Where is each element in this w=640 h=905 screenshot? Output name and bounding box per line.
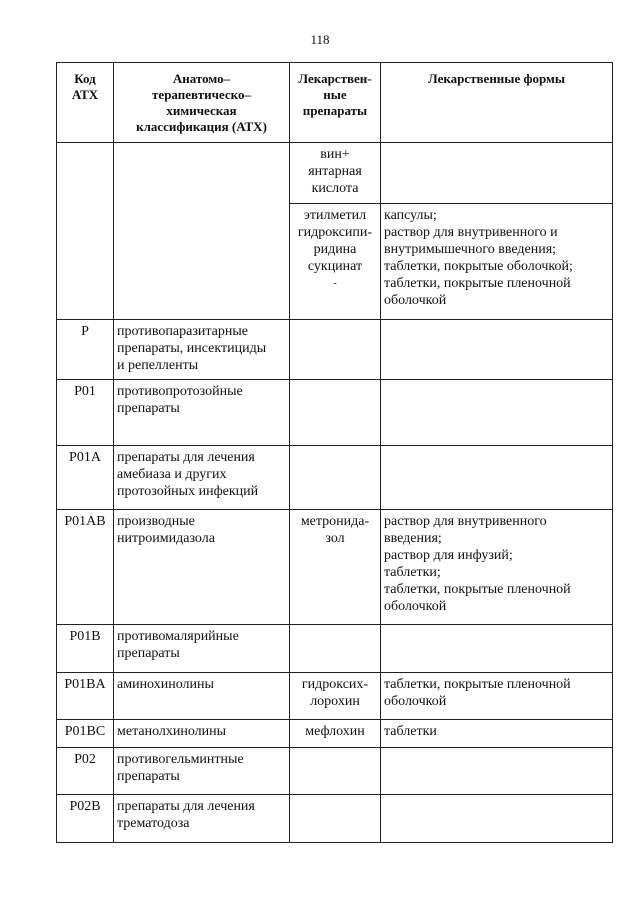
table-row [57,748,613,795]
code-cell: P01BC [57,720,114,748]
drug-cell [290,748,381,795]
page-number: 118 [310,32,330,47]
classification-cell: противогельминтные препараты [114,748,290,795]
code-cell: P01B [57,625,114,673]
code-cell: P02B [57,795,114,843]
table-row [57,380,613,446]
table-row [57,143,613,204]
forms-cell [381,320,613,380]
code-cell: P01AB [57,510,114,625]
classification-cell: метанолхинолины [114,720,290,748]
atc-table [56,62,613,843]
code-cell: P02 [57,748,114,795]
header-code: Код АТХ [57,63,114,143]
drug-cell: метронида- зол [290,510,381,625]
header-classification: Анатомо– терапевтическо– химическая классификация (АТХ) [114,63,290,143]
code-cell: P [57,320,114,380]
drug-cell [290,320,381,380]
classification-cell [114,143,290,320]
drug-cell [290,380,381,446]
forms-cell [381,143,613,204]
code-cell: P01 [57,380,114,446]
forms-cell: таблетки, покрытые пленочной оболочкой [381,673,613,720]
drug-cell [290,795,381,843]
drug-cell: мефлохин [290,720,381,748]
code-cell [57,143,114,320]
table-row [57,320,613,380]
header-drugs: Лекарствен- ные препараты [290,63,381,143]
code-cell: P01BA [57,673,114,720]
table-row [57,720,613,748]
classification-cell: препараты для лечения трематодоза [114,795,290,843]
header-forms: Лекарственные формы [381,63,613,143]
classification-cell: противопаразитарные препараты, инсектициды и репелленты [114,320,290,380]
classification-cell: противомалярийные препараты [114,625,290,673]
forms-cell: капсулы; раствор для внутривенного и внутримышечного введения; таблетки, покрытые оболочкой; таблетки, покрытые пленочной оболочкой [381,204,613,320]
classification-cell: производные нитроимидазола [114,510,290,625]
classification-cell: аминохинолины [114,673,290,720]
drug-cell [290,446,381,510]
table-header-row [57,63,613,143]
forms-cell [381,446,613,510]
classification-cell: противопротозойные препараты [114,380,290,446]
table-row [57,795,613,843]
table-row [57,446,613,510]
forms-cell [381,795,613,843]
classification-cell: препараты для лечения амебиаза и других протозойных инфекций [114,446,290,510]
table-row [57,625,613,673]
forms-cell [381,380,613,446]
forms-cell: таблетки [381,720,613,748]
forms-cell [381,748,613,795]
table-row [57,510,613,625]
drug-cell: вин+ янтарная кислота [290,143,381,204]
drug-cell: этилметил гидроксипи- ридина сукцинат - [290,204,381,320]
drug-cell: гидроксих- лорохин [290,673,381,720]
code-cell: P01A [57,446,114,510]
table-row [57,673,613,720]
stray-mark: - [333,278,337,289]
forms-cell [381,625,613,673]
drug-cell [290,625,381,673]
forms-cell: раствор для внутривенного введения; раствор для инфузий; таблетки; таблетки, покрытые пленочной оболочкой [381,510,613,625]
